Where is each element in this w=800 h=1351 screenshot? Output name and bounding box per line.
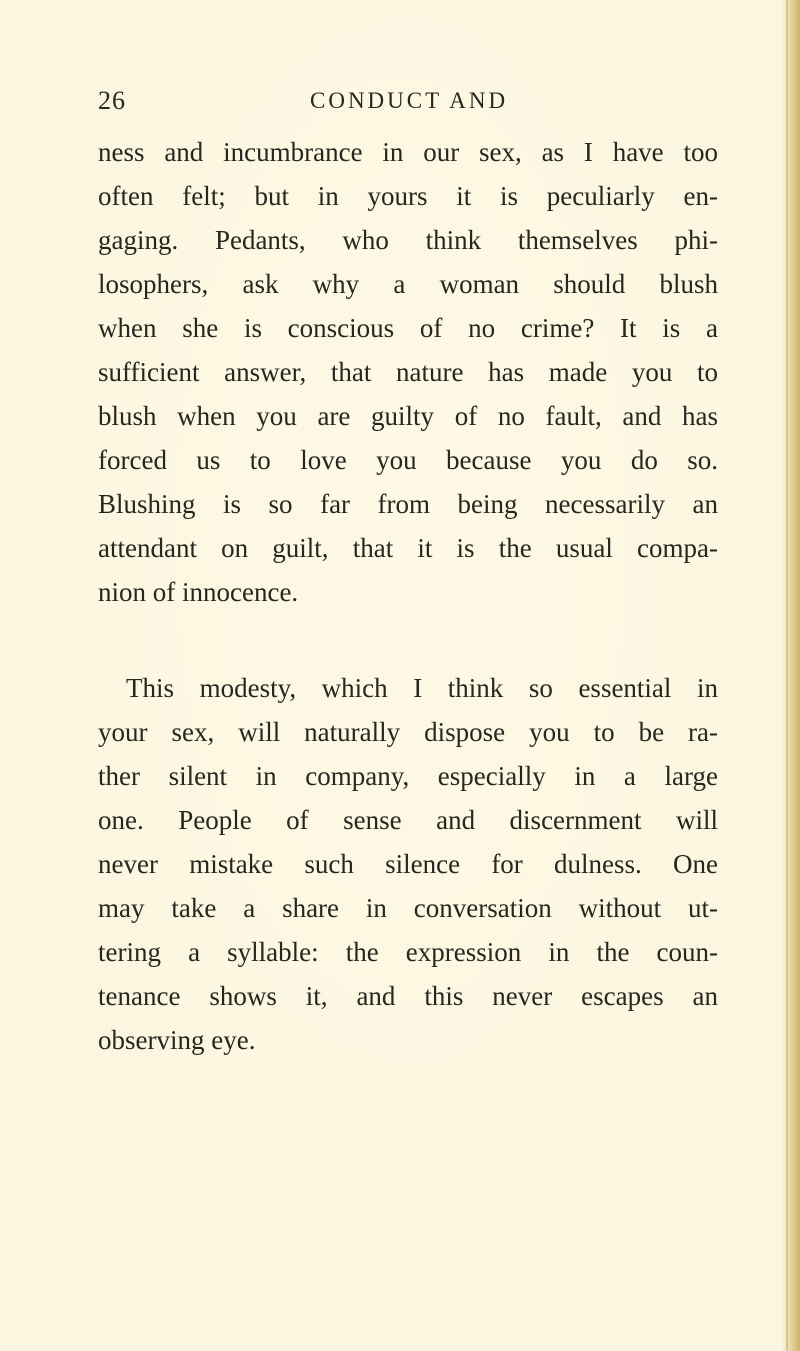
text-line: Blushing is so far from being necessarily an bbox=[98, 489, 718, 519]
text-line: attendant on guilt, that it is the usual compa- bbox=[98, 533, 718, 563]
text-line: never mistake such silence for dulness. One bbox=[98, 849, 718, 879]
text-line: forced us to love you because you do so. bbox=[98, 445, 718, 475]
text-line: gaging. Pedants, who think themselves phi- bbox=[98, 225, 718, 255]
page-header bbox=[98, 84, 718, 124]
text-line: This modesty, which I think so essential in bbox=[126, 673, 718, 703]
page-edge-shadow bbox=[782, 0, 800, 1351]
page-number: 26 bbox=[98, 86, 126, 115]
page-edge-line bbox=[786, 0, 788, 1351]
running-head: CONDUCT AND bbox=[310, 88, 509, 113]
text-line: ness and incumbrance in our sex, as I have too bbox=[98, 137, 718, 167]
paragraph-1 bbox=[98, 130, 718, 614]
text-line: observing eye. bbox=[98, 1025, 256, 1055]
text-line: tering a syllable: the expression in the coun- bbox=[98, 937, 718, 967]
text-line: losophers, ask why a woman should blush bbox=[98, 269, 718, 299]
text-line: when she is conscious of no crime? It is a bbox=[98, 313, 718, 343]
text-line: blush when you are guilty of no fault, and has bbox=[98, 401, 718, 431]
text-line: may take a share in conversation without ut- bbox=[98, 893, 718, 923]
text-line: your sex, will naturally dispose you to be ra- bbox=[98, 717, 718, 747]
text-line: sufficient answer, that nature has made you to bbox=[98, 357, 718, 387]
paragraph-2 bbox=[98, 666, 718, 1062]
paragraph-gap bbox=[98, 614, 718, 666]
body-text bbox=[98, 130, 718, 1062]
text-line: ther silent in company, especially in a large bbox=[98, 761, 718, 791]
text-line: nion of innocence. bbox=[98, 577, 299, 607]
text-line: tenance shows it, and this never escapes an bbox=[98, 981, 718, 1011]
text-line: one. People of sense and discernment will bbox=[98, 805, 718, 835]
text-line: often felt; but in yours it is peculiarly en- bbox=[98, 181, 718, 211]
